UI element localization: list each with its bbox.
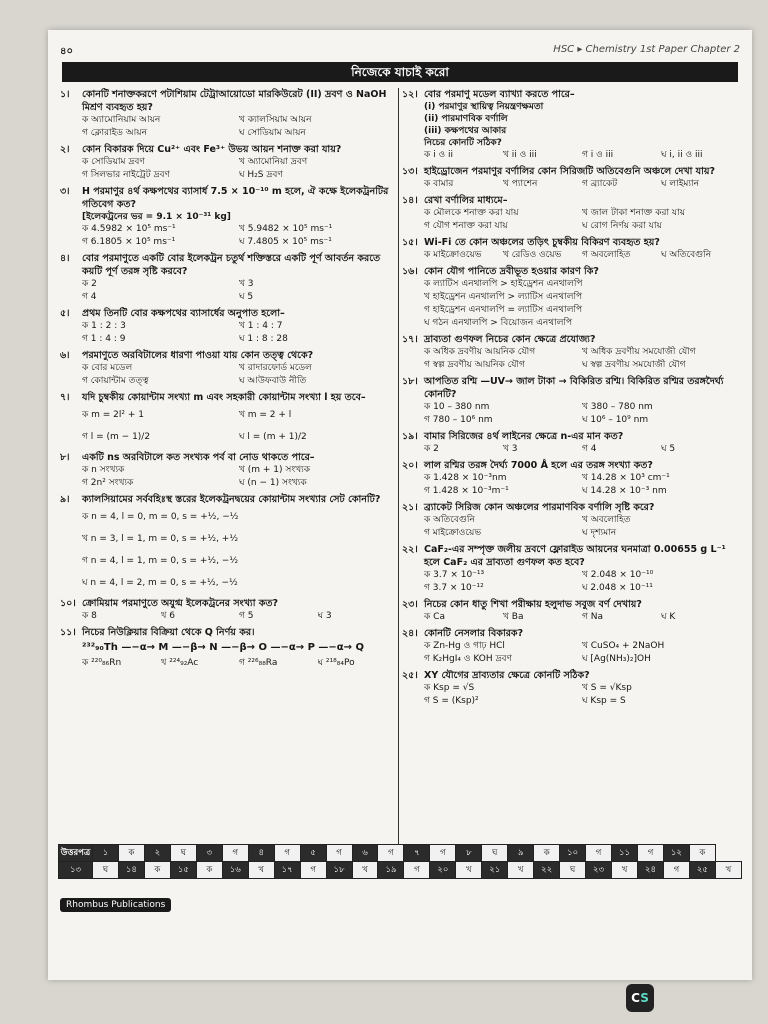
option: খ হাইড্রেশন এনথালপি > ল্যাটিস এনথালপি — [424, 292, 583, 302]
option: খ অ্যামোনিয়া দ্রবণ — [239, 157, 308, 167]
option: গ Na — [582, 612, 604, 622]
question-number: ৮। — [60, 452, 70, 463]
option: ঘ 5 — [239, 292, 254, 302]
question-head — [402, 333, 740, 346]
question-item — [402, 501, 740, 540]
option: ঘ l = (m + 1)/2 — [239, 432, 307, 442]
option: খ 3 — [239, 279, 254, 289]
question-item — [60, 88, 396, 140]
answer-question-number: ১০ — [560, 845, 586, 862]
option: ক n সংখ্যক — [82, 465, 125, 475]
question-text: একটি ns অরবিটালে কত সংখ্যক পর্ব বা নোড থাকতে পারে– — [82, 452, 315, 463]
option: ক বোর মডেল — [82, 363, 133, 373]
question-head — [402, 669, 740, 682]
option: ক 3.7 × 10⁻¹³ — [424, 570, 485, 580]
question-head — [60, 349, 396, 362]
option: ঘ গঠন এনথালপি > বিয়োজন এনথালপি — [424, 318, 573, 328]
option: ক 10 – 380 nm — [424, 402, 490, 412]
option: খ রাদারফোর্ড মডেল — [239, 363, 312, 373]
answer-option: ঘ — [560, 862, 586, 879]
options-list — [402, 178, 740, 191]
answer-option: গ — [326, 845, 352, 862]
option: ঘ K — [661, 612, 676, 622]
option: ক Zn-Hg ও গাঢ় HCl — [424, 641, 505, 651]
question-item — [402, 333, 740, 372]
question-text: যদি চুম্বকীয় কোয়ান্টাম সংখ্যা m এবং সহকারী কোয়ান্টাম সংখ্যা l হয় তবে– — [82, 392, 366, 403]
option: খ ii ও iii — [503, 150, 537, 160]
question-number: ১০। — [60, 598, 76, 609]
option: খ n = 3, l = 1, m = 0, s = +½, +½ — [82, 534, 239, 544]
option: খ Ba — [503, 612, 524, 622]
question-text: আপতিত রশ্মি —UV→ জাল টাকা → বিকিরিত রশ্মি। বিকিরিত রশ্মির তরঙ্গদৈর্ঘ্য কোনটি? — [424, 376, 724, 400]
question-number: ২০। — [402, 460, 418, 471]
option: খ S = √Ksp — [582, 683, 632, 693]
options-list — [60, 320, 396, 346]
question-statement: (iii) কক্ষপথের আকার — [424, 126, 507, 136]
options-list — [402, 569, 740, 595]
question-head — [402, 88, 740, 101]
option: ক i ও ii — [424, 150, 454, 160]
option: খ 1 : 4 : 7 — [239, 321, 283, 331]
question-item — [402, 265, 740, 330]
answer-question-number: ১৮ — [326, 862, 352, 879]
option: খ 6 — [160, 611, 175, 621]
option: গ ব্র্যাকেট — [582, 179, 618, 189]
question-head — [402, 265, 740, 278]
answer-option: গ — [300, 862, 326, 879]
option: ঘ 5 — [661, 444, 676, 454]
question-text: বামার সিরিজের ৪র্থ লাইনের ক্ষেত্রে n-এর মান কত? — [424, 431, 624, 442]
question-text: দ্রাব্যতা গুণফল নিচের কোন ক্ষেত্রে প্রযোজ্য? — [424, 334, 596, 345]
options-list — [60, 464, 396, 490]
option: ক 8 — [82, 611, 97, 621]
options-list — [402, 207, 740, 233]
answer-question-number: ৮ — [456, 845, 482, 862]
question-text: লাল রশ্মির তরঙ্গ দৈর্ঘ্য 7000 Å হলে এর তরঙ্গ সংখ্যা কত? — [424, 460, 653, 471]
answer-question-number: ২২ — [534, 862, 560, 879]
option: গ 4 — [582, 444, 597, 454]
question-number: ২২। — [402, 544, 418, 555]
answer-option: খ — [456, 862, 482, 879]
question-statement: নিচের কোনটি সঠিক? — [424, 138, 502, 148]
options-list — [402, 401, 740, 427]
options-list — [402, 472, 740, 498]
option: খ অধিক দ্রবণীয় সমযোজী যৌগ — [582, 347, 696, 357]
option: গ 2n² সংখ্যক — [82, 478, 134, 488]
option: ক 2 — [424, 444, 439, 454]
left-question-column — [60, 88, 396, 864]
option: ক মৌলকে শনাক্ত করা যায় — [424, 208, 519, 218]
option: ঘ 10⁶ – 10⁹ nm — [582, 415, 649, 425]
question-item — [402, 430, 740, 456]
question-item — [60, 252, 396, 304]
question-text: Wi-Fi তে কোন অঞ্চলের তড়িৎ চুম্বকীয় বিকিরণ ব্যবহৃত হয়? — [424, 237, 660, 248]
option: ঘ ²¹⁸₈₄Po — [317, 658, 355, 668]
question-text: কোন বিকারক দিয়ে Cu²⁺ এবং Fe³⁺ উভয় আয়ন শনাক্ত করা যায়? — [82, 144, 342, 155]
question-item — [402, 543, 740, 595]
option: গ l = (m − 1)/2 — [82, 432, 151, 442]
question-text: কোন যৌগ পানিতে দ্রবীভূত হওয়ার কারণ কি? — [424, 266, 599, 277]
option: খ 2.048 × 10⁻¹⁰ — [582, 570, 654, 580]
option: ঘ [Ag(NH₃)₂]OH — [582, 654, 651, 664]
option: গ 3.7 × 10⁻¹² — [424, 583, 484, 593]
option: ঘ অতিবেগুনি — [661, 250, 712, 260]
question-number: ১৯। — [402, 431, 418, 442]
option: ক Ca — [424, 612, 445, 622]
answer-key-label: উত্তরপত্র — [59, 845, 93, 862]
answer-question-number: ১৯ — [378, 862, 404, 879]
page-number: ৪০ — [60, 46, 73, 57]
question-head — [60, 493, 396, 506]
options-list — [60, 362, 396, 388]
question-text: বোর পরমাণুতে একটি বোর ইলেকট্রন চতুর্থ শক্তিস্তরে একটি পূর্ণ আবর্তন করতে কয়টি পূর্ণ তরঙ্গ সৃষ্টি করবে? — [82, 253, 381, 277]
question-number: ২৫। — [402, 670, 418, 681]
question-text: ক্যালসিয়ামের সর্ববহিঃস্থ স্তরের ইলেকট্রনদ্বয়ের কোয়ান্টাম সংখ্যার সেট কোনটি? — [82, 494, 381, 505]
option: ক অ্যামোনিয়াম আয়ন — [82, 115, 161, 125]
option: ক 1 : 2 : 3 — [82, 321, 126, 331]
question-text: হাইড্রোজেন পরমাণুর বর্ণালির কোন সিরিজটি অতিবেগুনি অঞ্চলে দেখা যায়? — [424, 166, 716, 177]
option: গ 5 — [239, 611, 254, 621]
answer-option: খ — [612, 862, 638, 879]
option: গ ²²⁶₈₈Ra — [239, 658, 278, 668]
option: ঘ n = 4, l = 2, m = 0, s = +½, −½ — [82, 578, 238, 588]
option: ঘ স্বল্প দ্রবণীয় সমযোজী যৌগ — [582, 360, 686, 370]
option: গ K₂HgI₄ ও KOH দ্রবণ — [424, 654, 512, 664]
options-list — [402, 278, 740, 330]
question-item — [402, 236, 740, 262]
question-item — [60, 391, 396, 448]
logo-letter-s: S — [640, 991, 649, 1005]
logo-letter-c: C — [631, 991, 641, 1005]
question-number: ১২। — [402, 89, 418, 100]
question-head — [60, 185, 396, 211]
question-number: ১৪। — [402, 195, 418, 206]
question-number: ১১। — [60, 627, 76, 638]
question-head — [60, 143, 396, 156]
question-head — [402, 598, 740, 611]
answer-question-number: ১ — [93, 845, 119, 862]
question-head — [60, 451, 396, 464]
question-number: ১৩। — [402, 166, 418, 177]
question-number: ২৪। — [402, 628, 418, 639]
option: ঘ 14.28 × 10⁻³ nm — [582, 486, 667, 496]
option: গ স্বল্প দ্রবণীয় আয়নিক যৌগ — [424, 360, 525, 370]
options-list — [60, 156, 396, 182]
option: ঘ H₂S দ্রবণ — [239, 170, 283, 180]
answer-option: খ — [508, 862, 534, 879]
section-banner: নিজেকে যাচাই করো — [62, 62, 738, 82]
answer-question-number: ৩ — [196, 845, 222, 862]
answer-question-number: ২৩ — [586, 862, 612, 879]
question-item — [402, 669, 740, 708]
question-text: XY যৌগের দ্রাব্যতার ক্ষেত্রে কোনটি সঠিক? — [424, 670, 590, 681]
question-head — [60, 88, 396, 114]
answer-option: গ — [222, 845, 248, 862]
question-head — [402, 459, 740, 472]
question-head — [402, 165, 740, 178]
question-item — [60, 493, 396, 594]
answer-option: গ — [274, 845, 300, 862]
option: খ ²²⁴₉₂Ac — [160, 658, 199, 668]
answer-question-number: ৪ — [248, 845, 274, 862]
options-list — [60, 506, 396, 594]
option: গ হাইড্রেশন এনথালপি = ল্যাটিস এনথালপি — [424, 305, 583, 315]
answer-option: গ — [638, 845, 664, 862]
options-list — [402, 149, 740, 162]
question-number: ২৩। — [402, 599, 418, 610]
answer-option: ঘ — [93, 862, 119, 879]
answer-question-number: ৭ — [404, 845, 430, 862]
question-number: ৪। — [60, 253, 70, 264]
option: ক 2 — [82, 279, 97, 289]
question-number: ২১। — [402, 502, 418, 513]
option: খ 14.28 × 10³ cm⁻¹ — [582, 473, 670, 483]
option: গ যৌগ শনাক্ত করা যায় — [424, 221, 508, 231]
question-item — [60, 597, 396, 623]
question-number: ৫। — [60, 308, 70, 319]
answer-question-number: ২১ — [482, 862, 508, 879]
option: ঘ 2.048 × 10⁻¹¹ — [582, 583, 653, 593]
option: গ সিলভার নাইট্রেট দ্রবণ — [82, 170, 170, 180]
question-number: ৬। — [60, 350, 70, 361]
option: গ 4 — [82, 292, 97, 302]
options-list — [402, 682, 740, 708]
question-text: বোর পরমাণু মডেল ব্যাখ্যা করতে পারে– — [424, 89, 575, 100]
question-text: কোনটি শনাক্তকরণে পটাশিয়াম টেট্রাআয়োডো মারকিউরেট (II) দ্রবণ ও NaOH মিশ্রণ ব্যবহৃত হয়? — [82, 89, 387, 113]
answer-question-number: ১৬ — [222, 862, 248, 879]
answer-option: খ — [352, 862, 378, 879]
answer-question-number: ২ — [144, 845, 170, 862]
option: ঘ দৃশ্যমান — [582, 528, 617, 538]
question-text: পরমাণুতে অরবিটালের ধারণা পাওয়া যায় কোন তত্ত্ব থেকে? — [82, 350, 314, 361]
options-list — [402, 611, 740, 624]
option: গ i ও iii — [582, 150, 614, 160]
answer-question-number: ১৩ — [59, 862, 93, 879]
question-head — [60, 626, 396, 639]
options-list — [402, 443, 740, 456]
option: খ রেডিও ওয়েভ — [503, 250, 562, 260]
option: গ ক্লোরাইড আয়ন — [82, 128, 147, 138]
answer-option: গ — [430, 845, 456, 862]
answer-question-number: ৫ — [300, 845, 326, 862]
options-list — [402, 640, 740, 666]
options-list — [402, 346, 740, 372]
answer-question-number: ৯ — [508, 845, 534, 862]
option: খ প্যাশেন — [503, 179, 538, 189]
question-number: ৩। — [60, 186, 70, 197]
question-number: ৭। — [60, 392, 70, 403]
question-item — [402, 194, 740, 233]
option: গ 1 : 4 : 9 — [82, 334, 126, 344]
answer-option: ঘ — [170, 845, 196, 862]
question-head — [402, 543, 740, 569]
answer-option: গ — [663, 862, 689, 879]
question-head — [402, 194, 740, 207]
option: খ 5.9482 × 10⁵ ms⁻¹ — [239, 224, 333, 234]
answer-option: ক — [534, 845, 560, 862]
option: গ কোয়ান্টাম তত্ত্ব — [82, 376, 149, 386]
question-item — [60, 307, 396, 346]
answer-option: খ — [248, 862, 274, 879]
question-statement: [ইলেকট্রনের ভর = 9.1 × 10⁻³¹ kg] — [82, 212, 231, 222]
option: ঘ রোগ নির্ণয় করা যায় — [582, 221, 662, 231]
option: খ 380 – 780 nm — [582, 402, 653, 412]
options-list — [60, 114, 396, 140]
option: গ মাইক্রোওয়েভ — [424, 528, 482, 538]
question-text: নিচের নিউক্লিয়ার বিক্রিয়া থেকে Q নির্ণয় কর। — [82, 627, 255, 638]
option: ঘ সোডিয়াম আয়ন — [239, 128, 306, 138]
question-statement: (i) পরমাণুর স্থায়িত্ব নিয়ন্ত্রণক্ষমতা — [424, 102, 544, 112]
option: ক ল্যাটিস এনথালপি > হাইড্রেশন এনথালপি — [424, 279, 583, 289]
question-item — [402, 375, 740, 427]
right-question-column — [402, 88, 740, 864]
option: গ 6.1805 × 10⁵ ms⁻¹ — [82, 237, 176, 247]
question-item — [60, 451, 396, 490]
answer-question-number: ২৫ — [689, 862, 715, 879]
option: ক অধিক দ্রবণীয় আয়নিক যৌগ — [424, 347, 536, 357]
options-list — [60, 223, 396, 249]
option: গ n = 4, l = 1, m = 0, s = +½, −½ — [82, 556, 239, 566]
option: গ S = (Ksp)² — [424, 696, 479, 706]
question-item — [402, 459, 740, 498]
options-list — [402, 514, 740, 540]
option: গ 780 – 10⁶ nm — [424, 415, 493, 425]
option: খ অবলোহিত — [582, 515, 631, 525]
answer-question-number: ২৪ — [638, 862, 664, 879]
option: ক Ksp = √S — [424, 683, 475, 693]
option: ঘ 1 : 8 : 28 — [239, 334, 288, 344]
option: ঘ আউফবাউ নীতি — [239, 376, 307, 386]
question-head — [402, 236, 740, 249]
option: গ অবলোহিত — [582, 250, 631, 260]
question-text: প্রথম তিনটি বোর কক্ষপথের ব্যাসার্ধের অনুপাত হলো– — [82, 308, 285, 319]
option: ঘ i, ii ও iii — [661, 150, 703, 160]
option: ঘ 3 — [317, 611, 332, 621]
question-head — [60, 391, 396, 404]
option: ক m = 2l² + 1 — [82, 410, 145, 420]
question-head — [402, 375, 740, 401]
answer-option: ক — [118, 845, 144, 862]
answer-question-number: ১৭ — [274, 862, 300, 879]
option: খ CuSO₄ + 2NaOH — [582, 641, 665, 651]
page-header — [60, 42, 740, 60]
question-item — [60, 626, 396, 670]
question-head — [402, 627, 740, 640]
question-text: কোনটি নেসলার বিকারক? — [424, 628, 524, 639]
option: খ m = 2 + l — [239, 410, 292, 420]
answer-option: ক — [689, 845, 715, 862]
option: ক মাইক্রোওয়েভ — [424, 250, 482, 260]
question-text: ব্র্যাকেট সিরিজ কোন অঞ্চলের পারমাণবিক বর্ণালি সৃষ্টি করে? — [424, 502, 655, 513]
answer-key-row — [59, 862, 742, 879]
answer-option: গ — [378, 845, 404, 862]
option: ক ²²⁰₈₆Rn — [82, 658, 122, 668]
question-item — [60, 349, 396, 388]
option: খ 3 — [503, 444, 518, 454]
question-text: CaF₂-এর সম্পৃক্ত জলীয় দ্রবণে ফ্লোরাইড আয়নের ঘনমাত্রা 0.00655 g L⁻¹ হলে CaF₂ এর দ্রাব্যতা গুণফল কত হবে? — [424, 544, 726, 568]
answer-key-row — [59, 845, 742, 862]
answer-question-number: ১২ — [663, 845, 689, 862]
question-head — [60, 307, 396, 320]
option: ক সোডিয়াম দ্রবণ — [82, 157, 145, 167]
options-list — [60, 278, 396, 304]
answer-question-number: ১১ — [612, 845, 638, 862]
option: ক 1.428 × 10⁻³nm — [424, 473, 507, 483]
answer-option: ক — [144, 862, 170, 879]
running-title: HSC ▸ Chemistry 1st Paper Chapter 2 — [553, 44, 740, 55]
answer-option: গ — [586, 845, 612, 862]
answer-option: ক — [196, 862, 222, 879]
option: ক 4.5982 × 10⁵ ms⁻¹ — [82, 224, 176, 234]
question-item — [402, 165, 740, 191]
option: গ 1.428 × 10⁻³m⁻¹ — [424, 486, 509, 496]
question-head — [402, 501, 740, 514]
question-number: ১৮। — [402, 376, 418, 387]
question-head — [60, 252, 396, 278]
option: খ ক্যালসিয়াম আয়ন — [239, 115, 312, 125]
publisher-label: Rhombus Publications — [60, 898, 171, 912]
question-text: ক্রোমিয়াম পরমাণুতে অযুগ্ম ইলেকট্রনের সংখ্যা কত? — [82, 598, 279, 609]
question-item — [402, 88, 740, 162]
question-text: H পরমাণুর ৪র্থ কক্ষপথের ব্যাসার্ধ 7.5 × 10⁻¹⁰ m হলে, ঐ কক্ষে ইলেকট্রনটির গতিবেগ কত? — [82, 186, 389, 210]
reaction-equation: ²³²₉₀Th —−α→ M —−β→ N —−β→ O —−α→ P —−α→ Q — [82, 642, 365, 653]
option: ঘ Ksp = S — [582, 696, 626, 706]
options-list — [402, 249, 740, 262]
question-number: ৯। — [60, 494, 70, 505]
option: খ (m + 1) সংখ্যক — [239, 465, 311, 475]
column-divider — [398, 88, 399, 864]
question-number: ১৭। — [402, 334, 418, 345]
question-head — [60, 597, 396, 610]
answer-question-number: ১৫ — [170, 862, 196, 879]
answer-option: খ — [715, 862, 741, 879]
question-statement: (ii) পারমাণবিক বর্ণালি — [424, 114, 508, 124]
options-list — [60, 610, 396, 623]
answer-question-number: ২০ — [430, 862, 456, 879]
option: ক n = 4, l = 0, m = 0, s = +½, −½ — [82, 512, 239, 522]
question-number: ১৬। — [402, 266, 418, 277]
option: ক বামার — [424, 179, 454, 189]
question-item — [402, 627, 740, 666]
question-item — [60, 143, 396, 182]
question-number: ১৫। — [402, 237, 418, 248]
answer-question-number: ১৪ — [118, 862, 144, 879]
scanner-app-logo — [626, 984, 654, 1012]
option: ক অতিবেগুনি — [424, 515, 475, 525]
question-text: নিচের কোন ধাতু শিখা পরীক্ষায় হলুদাভ সবুজ বর্ণ দেখায়? — [424, 599, 642, 610]
answer-option: ঘ — [482, 845, 508, 862]
question-item — [60, 185, 396, 249]
options-list — [60, 404, 396, 448]
question-item — [402, 598, 740, 624]
option: খ জাল টাকা শনাক্ত করা যায় — [582, 208, 686, 218]
option: ঘ লাইম্যান — [661, 179, 700, 189]
option: ঘ (n − 1) সংখ্যক — [239, 478, 307, 488]
question-number: ১। — [60, 89, 70, 100]
question-text: রেখা বর্ণালির মাধ্যমে– — [424, 195, 508, 206]
answer-option: গ — [404, 862, 430, 879]
question-number: ২। — [60, 144, 70, 155]
answer-question-number: ৬ — [352, 845, 378, 862]
book-page — [48, 30, 752, 980]
question-head — [402, 430, 740, 443]
option: ঘ 7.4805 × 10⁵ ms⁻¹ — [239, 237, 332, 247]
answer-key-table — [58, 844, 742, 879]
options-list — [60, 657, 396, 670]
